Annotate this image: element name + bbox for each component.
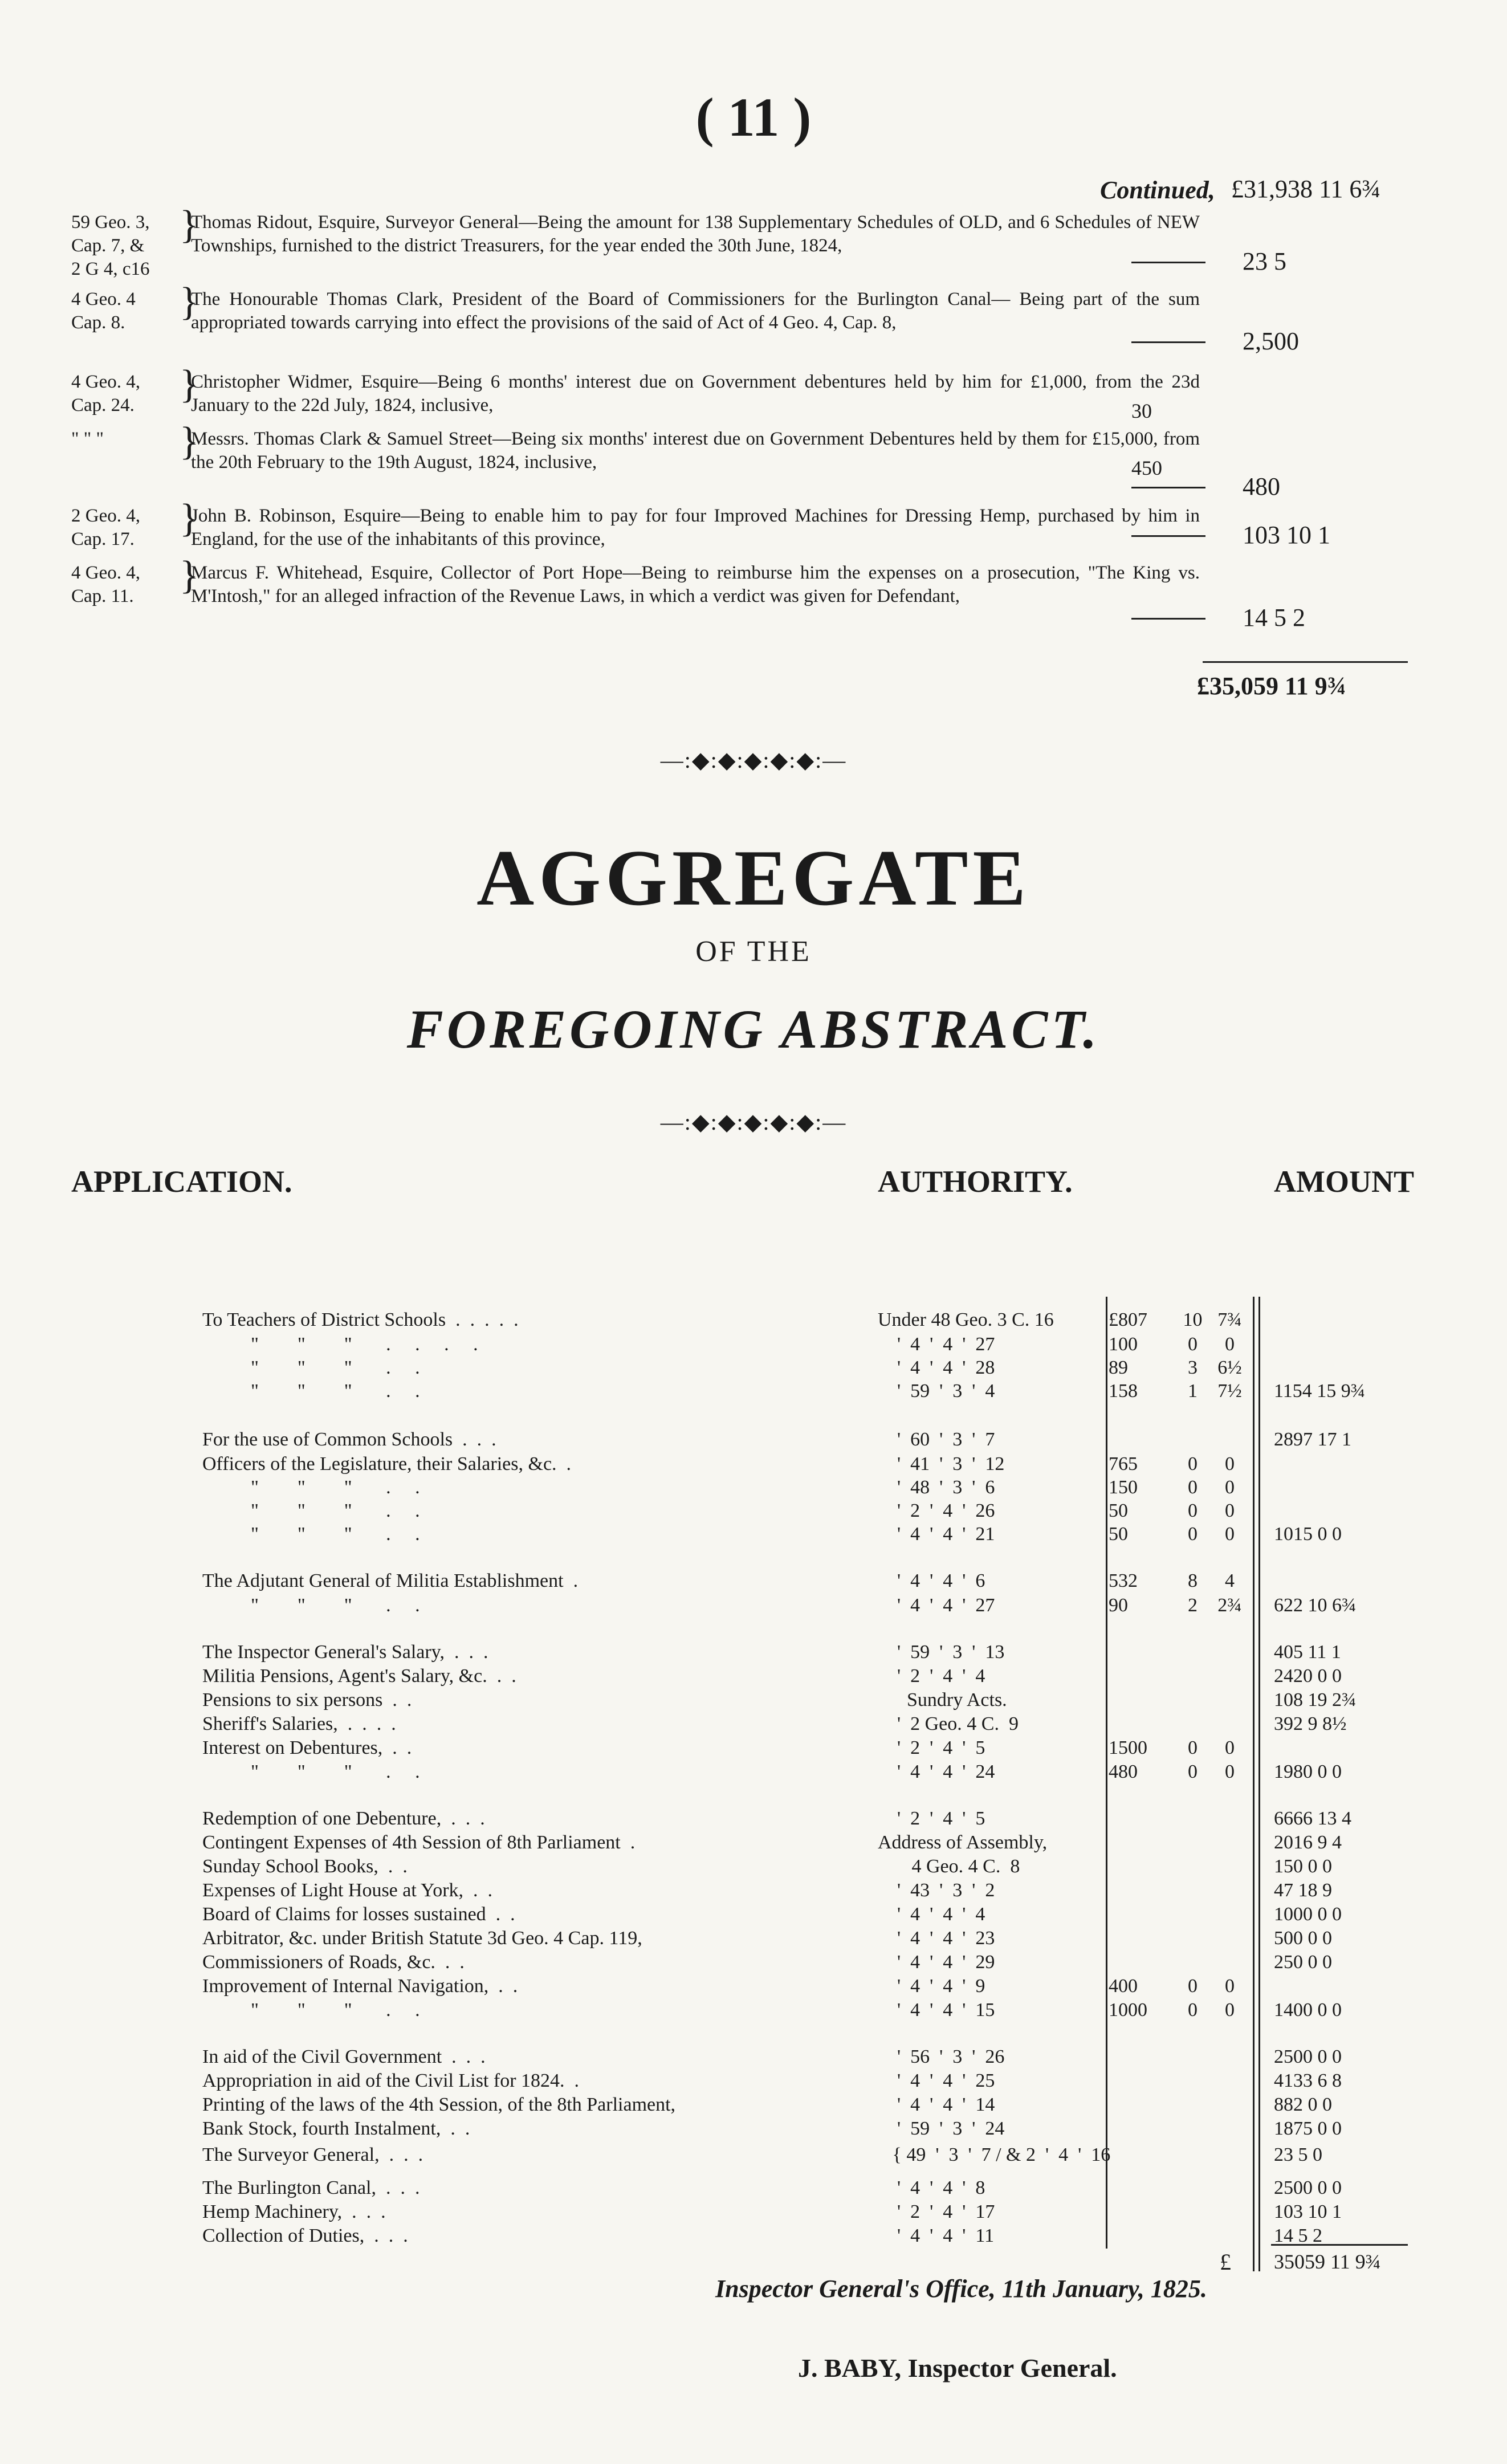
table-row bbox=[202, 2069, 1456, 2093]
row-application: Sheriff's Salaries, . . . . bbox=[202, 1713, 396, 1734]
entry-amount: 103 10 1 bbox=[1243, 521, 1330, 549]
of-the: OF THE bbox=[695, 935, 812, 968]
row-application: " " " . . bbox=[202, 1999, 420, 2021]
row-amount: 14 5 2 bbox=[1274, 2225, 1322, 2246]
row-application: " " " . . . . bbox=[202, 1334, 478, 1355]
row-detail bbox=[1109, 1428, 1257, 1452]
detail-value: 0 bbox=[1188, 1761, 1198, 1782]
row-amount: 150 0 0 bbox=[1274, 1856, 1332, 1877]
authority-line: 59 Geo. 3, bbox=[71, 212, 150, 233]
row-detail bbox=[1109, 1308, 1257, 1332]
row-detail bbox=[1109, 1760, 1257, 1784]
table-row bbox=[202, 1831, 1456, 1855]
entry-amount: 480 bbox=[1243, 473, 1280, 500]
row-authority: { 49 ' 3 ' 7 / & 2 ' 4 ' 16 bbox=[878, 2144, 1111, 2165]
row-authority: ' 4 ' 4 ' 27 bbox=[878, 1595, 995, 1616]
authority-line: 2 G 4, c16 bbox=[71, 259, 150, 279]
row-amount: 4133 6 8 bbox=[1274, 2070, 1342, 2091]
row-detail bbox=[1109, 1379, 1257, 1403]
row-detail bbox=[1109, 2143, 1257, 2167]
detail-value: 0 bbox=[1188, 1500, 1198, 1521]
row-authority: ' 59 ' 3 ' 4 bbox=[878, 1380, 995, 1402]
brace-icon: } bbox=[180, 496, 199, 540]
row-application: Appropriation in aid of the Civil List for 1824. . bbox=[202, 2070, 580, 2091]
amount-rule bbox=[1253, 1297, 1255, 2271]
authority-line: 4 Geo. 4, bbox=[71, 563, 140, 583]
entry-rule bbox=[1131, 618, 1205, 620]
detail-value: 89 bbox=[1109, 1357, 1128, 1378]
detail-value: 8 bbox=[1188, 1570, 1198, 1591]
table-row bbox=[202, 2045, 1456, 2069]
row-authority: Sundry Acts. bbox=[878, 1689, 1007, 1710]
row-detail bbox=[1109, 1831, 1257, 1855]
row-amount: 1000 0 0 bbox=[1274, 1904, 1342, 1925]
row-application: Officers of the Legislature, their Salaries, &c. . bbox=[202, 1453, 572, 1475]
table-row bbox=[202, 2117, 1456, 2141]
row-authority: ' 2 ' 4 ' 17 bbox=[878, 2201, 995, 2222]
detail-value: 480 bbox=[1109, 1761, 1138, 1782]
detail-value: 2¾ bbox=[1217, 1595, 1242, 1616]
detail-value: 2 bbox=[1188, 1595, 1198, 1616]
entry-amount: 14 5 2 bbox=[1243, 604, 1305, 632]
grand-total-rule bbox=[1271, 2244, 1408, 2246]
table-row bbox=[202, 1927, 1456, 1950]
table-row bbox=[202, 1476, 1456, 1500]
table-row bbox=[202, 1428, 1456, 1452]
table-row bbox=[202, 1499, 1456, 1523]
entry-authority bbox=[71, 211, 185, 281]
row-amount: 500 0 0 bbox=[1274, 1928, 1332, 1949]
table-row bbox=[202, 2143, 1456, 2167]
row-application: The Surveyor General, . . . bbox=[202, 2144, 423, 2165]
row-application: Militia Pensions, Agent's Salary, &c. . . bbox=[202, 1665, 516, 1687]
entry-text: John B. Robinson, Esquire—Being to enable him to pay for four Improved Machines for Dressing Hemp, purchased by him in England, for the use of the inhabitants of this province, bbox=[191, 506, 1200, 549]
row-application: The Burlington Canal, . . . bbox=[202, 2177, 420, 2198]
table-row bbox=[202, 1760, 1456, 1784]
detail-value: 0 bbox=[1188, 1976, 1198, 1997]
row-authority: ' 4 ' 4 ' 21 bbox=[878, 1524, 995, 1545]
row-amount: 2500 0 0 bbox=[1274, 2046, 1342, 2067]
row-detail bbox=[1109, 1950, 1257, 1974]
row-application: Sunday School Books, . . bbox=[202, 1856, 408, 1877]
row-application: " " " . . bbox=[202, 1500, 420, 1521]
table-row bbox=[202, 1333, 1456, 1357]
brace-icon: } bbox=[180, 203, 199, 247]
table-row bbox=[202, 1879, 1456, 1903]
pound-sign: £ bbox=[1220, 2249, 1231, 2275]
row-application: " " " . . bbox=[202, 1357, 420, 1378]
detail-value: 1 bbox=[1188, 1380, 1198, 1402]
continued-label: Continued, bbox=[1100, 176, 1215, 204]
row-amount: 2016 9 4 bbox=[1274, 1832, 1342, 1853]
detail-value: 100 bbox=[1109, 1334, 1138, 1355]
row-detail bbox=[1109, 2117, 1257, 2141]
row-authority: ' 4 ' 4 ' 29 bbox=[878, 1952, 995, 1973]
row-authority: ' 4 ' 4 ' 25 bbox=[878, 2070, 995, 2091]
table-row bbox=[202, 1308, 1456, 1332]
entry-amount: 2,500 bbox=[1243, 327, 1299, 355]
table-row bbox=[202, 1379, 1456, 1403]
row-amount: 1154 15 9¾ bbox=[1274, 1380, 1366, 1402]
authority-line: Cap. 8. bbox=[71, 312, 125, 333]
row-application: For the use of Common Schools . . . bbox=[202, 1429, 496, 1450]
row-application: Printing of the laws of the 4th Session, of the 8th Parliament, bbox=[202, 2094, 676, 2115]
detail-value: 7¾ bbox=[1217, 1309, 1242, 1330]
entry-authority bbox=[71, 427, 185, 451]
row-amount: 23 5 0 bbox=[1274, 2144, 1322, 2165]
authority-line: 4 Geo. 4, bbox=[71, 372, 140, 392]
row-authority: ' 41 ' 3 ' 12 bbox=[878, 1453, 1005, 1475]
table-row bbox=[202, 1569, 1456, 1593]
row-detail bbox=[1109, 1452, 1257, 1476]
detail-value: 6½ bbox=[1217, 1357, 1242, 1378]
row-detail bbox=[1109, 1664, 1257, 1688]
detail-value: 400 bbox=[1109, 1976, 1138, 1997]
row-application: Collection of Duties, . . . bbox=[202, 2225, 408, 2246]
row-authority: 4 Geo. 4 C. 8 bbox=[878, 1856, 1020, 1877]
table-row bbox=[202, 1807, 1456, 1831]
detail-value: 0 bbox=[1225, 1453, 1235, 1475]
row-authority: ' 4 ' 4 ' 15 bbox=[878, 1999, 995, 2021]
table-row bbox=[202, 1974, 1456, 1998]
authority-line: Cap. 7, & bbox=[71, 235, 145, 256]
row-authority: ' 2 ' 4 ' 5 bbox=[878, 1737, 985, 1758]
table-row bbox=[202, 1903, 1456, 1927]
row-authority: ' 4 ' 4 ' 23 bbox=[878, 1928, 995, 1949]
entry-subamount: 30 bbox=[1131, 400, 1152, 422]
authority-line: " " " bbox=[71, 429, 104, 449]
row-detail bbox=[1109, 1927, 1257, 1950]
detail-value: 0 bbox=[1225, 1500, 1235, 1521]
row-application: Expenses of Light House at York, . . bbox=[202, 1880, 493, 1901]
row-detail bbox=[1109, 1594, 1257, 1618]
row-authority: ' 43 ' 3 ' 2 bbox=[878, 1880, 995, 1901]
row-authority: ' 2 ' 4 ' 26 bbox=[878, 1500, 995, 1521]
detail-value: 1500 bbox=[1109, 1737, 1147, 1758]
page-number: ( 11 ) bbox=[695, 87, 812, 148]
row-detail bbox=[1109, 1712, 1257, 1736]
sub-title: FOREGOING ABSTRACT. bbox=[406, 999, 1101, 1060]
detail-value: 0 bbox=[1225, 1334, 1235, 1355]
row-detail bbox=[1109, 1688, 1257, 1712]
row-application: The Inspector General's Salary, . . . bbox=[202, 1642, 488, 1663]
row-detail bbox=[1109, 1998, 1257, 2022]
detail-value: 10 bbox=[1183, 1309, 1203, 1330]
row-application: Improvement of Internal Navigation, . . bbox=[202, 1976, 518, 1997]
row-authority: Under 48 Geo. 3 C. 16 bbox=[878, 1309, 1054, 1330]
detail-value: 0 bbox=[1225, 1737, 1235, 1758]
row-application: Commissioners of Roads, &c. . . bbox=[202, 1952, 465, 1973]
row-application: Interest on Debentures, . . bbox=[202, 1737, 412, 1758]
table-row bbox=[202, 2200, 1456, 2224]
row-detail bbox=[1109, 1903, 1257, 1927]
detail-value: 0 bbox=[1188, 1334, 1198, 1355]
row-application: Redemption of one Debenture, . . . bbox=[202, 1808, 485, 1829]
row-detail bbox=[1109, 2200, 1257, 2224]
main-title: AGGREGATE bbox=[476, 834, 1031, 922]
entry-text: Christopher Widmer, Esquire—Being 6 months' interest due on Government debentures held by him for £1,000, from the 23d January to the 22d July, 1824, inclusive, bbox=[191, 372, 1200, 416]
row-authority: ' 4 ' 4 ' 27 bbox=[878, 1334, 995, 1355]
row-application: " " " . . bbox=[202, 1380, 420, 1402]
row-amount: 882 0 0 bbox=[1274, 2094, 1332, 2115]
brace-icon: } bbox=[180, 280, 199, 324]
ornament-divider: —:◆:◆:◆:◆:◆:— bbox=[660, 747, 847, 773]
row-authority: ' 4 ' 4 ' 11 bbox=[878, 2225, 995, 2246]
detail-value: 50 bbox=[1109, 1500, 1128, 1521]
row-authority: ' 4 ' 4 ' 24 bbox=[878, 1761, 995, 1782]
row-detail bbox=[1109, 2069, 1257, 2093]
row-application: Arbitrator, &c. under British Statute 3d Geo. 4 Cap. 119, bbox=[202, 1928, 642, 1949]
entry-authority bbox=[71, 504, 185, 551]
row-authority: ' 4 ' 4 ' 9 bbox=[878, 1976, 985, 1997]
detail-value: 0 bbox=[1188, 1999, 1198, 2021]
entry-authority bbox=[71, 370, 185, 417]
detail-value: 0 bbox=[1225, 1999, 1235, 2021]
header-authority: AUTHORITY. bbox=[878, 1164, 1073, 1199]
row-application: Contingent Expenses of 4th Session of 8th Parliament . bbox=[202, 1832, 636, 1853]
table-row bbox=[202, 2176, 1456, 2200]
entry-text: Messrs. Thomas Clark & Samuel Street—Being six months' interest due on Government Debentures held by them for £15,000, from the 20th February to the 19th August, 1824, inclusive, bbox=[191, 429, 1200, 473]
row-application: " " " . . bbox=[202, 1761, 420, 1782]
detail-value: 7½ bbox=[1217, 1380, 1242, 1402]
row-application: Bank Stock, fourth Instalment, . . bbox=[202, 2118, 470, 2139]
detail-value: 0 bbox=[1188, 1737, 1198, 1758]
header-amount: AMOUNT bbox=[1274, 1164, 1414, 1199]
row-amount: 1400 0 0 bbox=[1274, 1999, 1342, 2021]
row-detail bbox=[1109, 2224, 1257, 2248]
table-row bbox=[202, 1736, 1456, 1760]
row-application: In aid of the Civil Government . . . bbox=[202, 2046, 486, 2067]
row-authority: ' 59 ' 3 ' 24 bbox=[878, 2118, 1005, 2139]
entry-authority bbox=[71, 288, 185, 335]
table-row bbox=[202, 2224, 1456, 2248]
detail-value: 3 bbox=[1188, 1357, 1198, 1378]
row-detail bbox=[1109, 2176, 1257, 2200]
row-detail bbox=[1109, 1974, 1257, 1998]
grand-total: 35059 11 9¾ bbox=[1274, 2250, 1381, 2273]
row-amount: 622 10 6¾ bbox=[1274, 1595, 1357, 1616]
table-row bbox=[202, 1664, 1456, 1688]
total-rule bbox=[1203, 661, 1408, 663]
entry-amount: 23 5 bbox=[1243, 247, 1286, 275]
continued-amount: £31,938 11 6¾ bbox=[1231, 175, 1381, 203]
detail-value: 90 bbox=[1109, 1595, 1128, 1616]
brace-icon: } bbox=[180, 420, 199, 463]
row-detail bbox=[1109, 1736, 1257, 1760]
authority-line: Cap. 17. bbox=[71, 529, 135, 549]
footer-signature: J. BABY, Inspector General. bbox=[798, 2353, 1117, 2382]
footer-office: Inspector General's Office, 11th January, 1825. bbox=[715, 2275, 1207, 2303]
table-row bbox=[202, 1855, 1456, 1879]
brace-icon: } bbox=[180, 553, 199, 597]
row-detail bbox=[1109, 2093, 1257, 2117]
row-application: " " " . . bbox=[202, 1595, 420, 1616]
table-row bbox=[202, 1356, 1456, 1380]
detail-value: 0 bbox=[1225, 1477, 1235, 1498]
row-application: Board of Claims for losses sustained . . bbox=[202, 1904, 515, 1925]
authority-line: 4 Geo. 4 bbox=[71, 289, 136, 309]
table-row bbox=[202, 1640, 1456, 1664]
row-application: To Teachers of District Schools . . . . . bbox=[202, 1309, 519, 1330]
table-row bbox=[202, 1452, 1456, 1476]
row-application: Hemp Machinery, . . . bbox=[202, 2201, 386, 2222]
row-authority: ' 4 ' 4 ' 6 bbox=[878, 1570, 985, 1591]
detail-value: 0 bbox=[1188, 1524, 1198, 1545]
row-authority: ' 60 ' 3 ' 7 bbox=[878, 1429, 995, 1450]
detail-value: 0 bbox=[1188, 1453, 1198, 1475]
row-authority: ' 4 ' 4 ' 28 bbox=[878, 1357, 995, 1378]
entry-rule bbox=[1131, 262, 1205, 263]
detail-rule-left bbox=[1106, 1297, 1107, 2249]
entry-authority bbox=[71, 561, 185, 608]
table-row bbox=[202, 1594, 1456, 1618]
detail-value: 0 bbox=[1188, 1477, 1198, 1498]
row-application: Pensions to six persons . . bbox=[202, 1689, 412, 1710]
brace-icon: } bbox=[180, 363, 199, 406]
table-row bbox=[202, 1950, 1456, 1974]
entry-rule bbox=[1131, 341, 1205, 343]
row-detail bbox=[1109, 1522, 1257, 1546]
entry-subamount: 450 bbox=[1131, 457, 1162, 479]
row-authority: ' 2 Geo. 4 C. 9 bbox=[878, 1713, 1019, 1734]
row-amount: 1875 0 0 bbox=[1274, 2118, 1342, 2139]
table-row bbox=[202, 1712, 1456, 1736]
entry-text: Thomas Ridout, Esquire, Surveyor General—Being the amount for 138 Supplementary Schedules of OLD, and 6 Schedules of NEW Townships, furnished to the district Treasurers, for the year ended the 30th June, 1824, bbox=[191, 212, 1200, 256]
table-row bbox=[202, 1688, 1456, 1712]
detail-value: 0 bbox=[1225, 1761, 1235, 1782]
row-amount: 2500 0 0 bbox=[1274, 2177, 1342, 2198]
detail-value: £807 bbox=[1109, 1309, 1147, 1330]
row-authority: ' 2 ' 4 ' 5 bbox=[878, 1808, 985, 1829]
detail-value: 150 bbox=[1109, 1477, 1138, 1498]
authority-line: 2 Geo. 4, bbox=[71, 506, 140, 526]
table-row bbox=[202, 1998, 1456, 2022]
detail-value: 1000 bbox=[1109, 1999, 1147, 2021]
row-amount: 1015 0 0 bbox=[1274, 1524, 1342, 1545]
row-amount: 2897 17 1 bbox=[1274, 1429, 1351, 1450]
row-detail bbox=[1109, 1879, 1257, 1903]
detail-value: 0 bbox=[1225, 1976, 1235, 1997]
entry-text: The Honourable Thomas Clark, President of the Board of Commissioners for the Burlington Canal— Being part of the sum appropriated towards carrying into effect the provisions of the said of Act of 4 Geo. 4, Cap. 8, bbox=[191, 289, 1200, 333]
row-detail bbox=[1109, 1569, 1257, 1593]
entry-rule bbox=[1131, 535, 1205, 537]
detail-value: 765 bbox=[1109, 1453, 1138, 1475]
ornament-divider-2: —:◆:◆:◆:◆:◆:— bbox=[660, 1109, 847, 1135]
row-authority: ' 56 ' 3 ' 26 bbox=[878, 2046, 1005, 2067]
row-authority: ' 4 ' 4 ' 8 bbox=[878, 2177, 985, 2198]
row-authority: ' 48 ' 3 ' 6 bbox=[878, 1477, 995, 1498]
row-amount: 405 11 1 bbox=[1274, 1642, 1341, 1663]
total-top: £35,059 11 9¾ bbox=[1197, 672, 1346, 700]
row-detail bbox=[1109, 1356, 1257, 1380]
header-application: APPLICATION. bbox=[71, 1164, 292, 1199]
detail-value: 50 bbox=[1109, 1524, 1128, 1545]
row-amount: 250 0 0 bbox=[1274, 1952, 1332, 1973]
row-amount: 108 19 2¾ bbox=[1274, 1689, 1357, 1710]
detail-value: 4 bbox=[1225, 1570, 1235, 1591]
row-detail bbox=[1109, 1640, 1257, 1664]
detail-value: 158 bbox=[1109, 1380, 1138, 1402]
row-authority: ' 4 ' 4 ' 14 bbox=[878, 2094, 995, 2115]
row-application: The Adjutant General of Militia Establishment . bbox=[202, 1570, 579, 1591]
row-detail bbox=[1109, 2045, 1257, 2069]
row-amount: 103 10 1 bbox=[1274, 2201, 1342, 2222]
amount-rule-2 bbox=[1258, 1297, 1260, 2271]
authority-line: Cap. 24. bbox=[71, 395, 135, 416]
row-application: " " " . . bbox=[202, 1524, 420, 1545]
table-row bbox=[202, 2093, 1456, 2117]
table-row bbox=[202, 1522, 1456, 1546]
row-detail bbox=[1109, 1476, 1257, 1500]
row-amount: 1980 0 0 bbox=[1274, 1761, 1342, 1782]
row-authority: ' 4 ' 4 ' 4 bbox=[878, 1904, 985, 1925]
entry-text: Marcus F. Whitehead, Esquire, Collector of Port Hope—Being to reimburse him the expenses on a prosecution, "The King vs. M'Intosh," for an alleged infraction of the Revenue Laws, in which a verdict was given for Defendant, bbox=[191, 563, 1200, 606]
row-detail bbox=[1109, 1333, 1257, 1357]
row-authority: ' 59 ' 3 ' 13 bbox=[878, 1642, 1005, 1663]
row-authority: Address of Assembly, bbox=[878, 1832, 1048, 1853]
row-amount: 392 9 8½ bbox=[1274, 1713, 1347, 1734]
authority-line: Cap. 11. bbox=[71, 586, 134, 606]
detail-value: 0 bbox=[1225, 1524, 1235, 1545]
row-application: " " " . . bbox=[202, 1477, 420, 1498]
row-detail bbox=[1109, 1499, 1257, 1523]
entry-rule bbox=[1131, 487, 1205, 488]
row-detail bbox=[1109, 1855, 1257, 1879]
row-amount: 2420 0 0 bbox=[1274, 1665, 1342, 1687]
row-amount: 6666 13 4 bbox=[1274, 1808, 1351, 1829]
row-amount: 47 18 9 bbox=[1274, 1880, 1332, 1901]
detail-value: 532 bbox=[1109, 1570, 1138, 1591]
row-authority: ' 2 ' 4 ' 4 bbox=[878, 1665, 985, 1687]
row-detail bbox=[1109, 1807, 1257, 1831]
